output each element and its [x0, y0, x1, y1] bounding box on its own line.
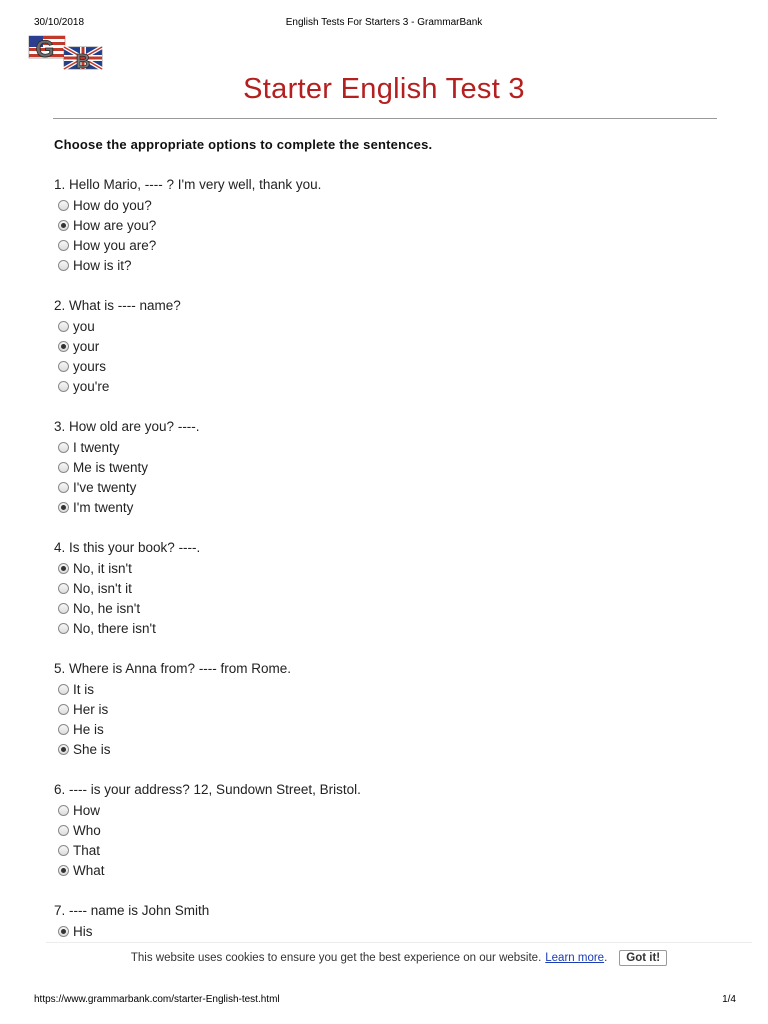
option-label: No, it isn't	[73, 560, 132, 576]
option-2-d[interactable]	[58, 376, 694, 396]
option-label: your	[73, 338, 100, 354]
radio-button-selected[interactable]	[58, 502, 69, 513]
learn-more-link[interactable]: Learn more	[545, 952, 605, 964]
option-label: She is	[73, 741, 111, 757]
page-title: Starter English Test 3	[243, 73, 525, 105]
option-label: His	[73, 923, 93, 939]
radio-button[interactable]	[58, 361, 69, 372]
option-5-c[interactable]	[58, 719, 694, 739]
question-3	[54, 417, 694, 517]
question-6	[54, 780, 694, 880]
option-6-c[interactable]	[58, 840, 694, 860]
radio-button[interactable]	[58, 724, 69, 735]
option-6-a[interactable]	[58, 800, 694, 820]
question-4	[54, 538, 694, 638]
radio-button[interactable]	[58, 240, 69, 251]
option-6-b[interactable]	[58, 820, 694, 840]
radio-button-selected[interactable]	[58, 563, 69, 574]
radio-button[interactable]	[58, 321, 69, 332]
option-label: I twenty	[73, 439, 120, 455]
question-5	[54, 659, 694, 759]
got-it-button[interactable]: Got it!	[619, 950, 667, 966]
option-label: Me is twenty	[73, 459, 149, 475]
option-label: How	[73, 802, 101, 818]
question-text: 2. What is ---- name?	[54, 298, 181, 313]
option-label: How you are?	[73, 237, 157, 253]
option-label: you're	[73, 378, 110, 394]
option-2-c[interactable]	[58, 356, 694, 376]
option-3-c[interactable]	[58, 477, 694, 497]
radio-button[interactable]	[58, 381, 69, 392]
option-label: That	[73, 842, 101, 858]
option-4-d[interactable]	[58, 618, 694, 638]
option-label: What	[73, 862, 105, 878]
print-url: https://www.grammarbank.com/starter-English-test.html	[34, 994, 280, 1005]
page-number: 1/4	[722, 994, 736, 1005]
cookie-message: This website uses cookies to ensure you get the best experience on our website.	[130, 952, 542, 964]
option-label: No, isn't it	[73, 580, 132, 596]
radio-button-selected[interactable]	[58, 220, 69, 231]
option-label: No, he isn't	[73, 600, 141, 616]
option-1-b[interactable]	[58, 215, 694, 235]
radio-button[interactable]	[58, 482, 69, 493]
radio-button[interactable]	[58, 825, 69, 836]
option-label: I'm twenty	[73, 499, 134, 515]
radio-button[interactable]	[58, 200, 69, 211]
option-6-d[interactable]	[58, 860, 694, 880]
question-7	[54, 901, 694, 941]
radio-button[interactable]	[58, 462, 69, 473]
print-page-title: English Tests For Starters 3 - GrammarBank	[285, 17, 483, 28]
option-label: How do you?	[73, 197, 152, 213]
question-text: 3. How old are you? ----.	[54, 419, 200, 434]
option-2-b[interactable]	[58, 336, 694, 356]
option-3-a[interactable]	[58, 437, 694, 457]
option-1-c[interactable]	[58, 235, 694, 255]
option-5-b[interactable]	[58, 699, 694, 719]
option-3-b[interactable]	[58, 457, 694, 477]
radio-button-selected[interactable]	[58, 865, 69, 876]
radio-button[interactable]	[58, 845, 69, 856]
cookie-period: .	[604, 952, 608, 964]
option-label: No, there isn't	[73, 620, 156, 636]
option-label: He is	[73, 721, 104, 737]
radio-button[interactable]	[58, 260, 69, 271]
title-divider	[53, 118, 717, 119]
instructions: Choose the appropriate options to complete the sentences.	[54, 137, 433, 152]
option-label: It is	[73, 681, 95, 697]
logo-letter-b: B	[75, 51, 91, 71]
option-label: How are you?	[73, 217, 157, 233]
option-4-c[interactable]	[58, 598, 694, 618]
radio-button[interactable]	[58, 805, 69, 816]
radio-button[interactable]	[58, 583, 69, 594]
grammarbank-logo[interactable]	[28, 33, 104, 71]
option-4-b[interactable]	[58, 578, 694, 598]
radio-button[interactable]	[58, 603, 69, 614]
logo-letter-g: G	[35, 36, 55, 63]
radio-button[interactable]	[58, 704, 69, 715]
radio-button-selected[interactable]	[58, 744, 69, 755]
print-date: 30/10/2018	[34, 17, 85, 28]
option-label: Who	[73, 822, 101, 838]
question-text: 6. ---- is your address? 12, Sundown Street, Bristol.	[54, 782, 361, 797]
option-label: you	[73, 318, 95, 334]
cookie-consent-bar	[46, 942, 752, 973]
radio-button-selected[interactable]	[58, 926, 69, 937]
question-text: 5. Where is Anna from? ---- from Rome.	[54, 661, 292, 676]
radio-button-selected[interactable]	[58, 341, 69, 352]
option-3-d[interactable]	[58, 497, 694, 517]
option-7-a[interactable]	[58, 921, 694, 941]
option-label: I've twenty	[73, 479, 137, 495]
option-1-a[interactable]	[58, 195, 694, 215]
option-label: yours	[73, 358, 107, 374]
question-text: 4. Is this your book? ----.	[54, 540, 201, 555]
option-label: Her is	[73, 701, 109, 717]
option-4-a[interactable]	[58, 558, 694, 578]
option-2-a[interactable]	[58, 316, 694, 336]
radio-button[interactable]	[58, 684, 69, 695]
question-text: 7. ---- name is John Smith	[54, 903, 210, 918]
question-2	[54, 296, 694, 396]
option-5-a[interactable]	[58, 679, 694, 699]
question-list	[54, 175, 694, 962]
option-label: How is it?	[73, 257, 132, 273]
option-5-d[interactable]	[58, 739, 694, 759]
radio-button[interactable]	[58, 623, 69, 634]
option-1-d[interactable]	[58, 255, 694, 275]
radio-button[interactable]	[58, 442, 69, 453]
question-1	[54, 175, 694, 275]
question-text: 1. Hello Mario, ---- ? I'm very well, thank you.	[54, 177, 322, 192]
